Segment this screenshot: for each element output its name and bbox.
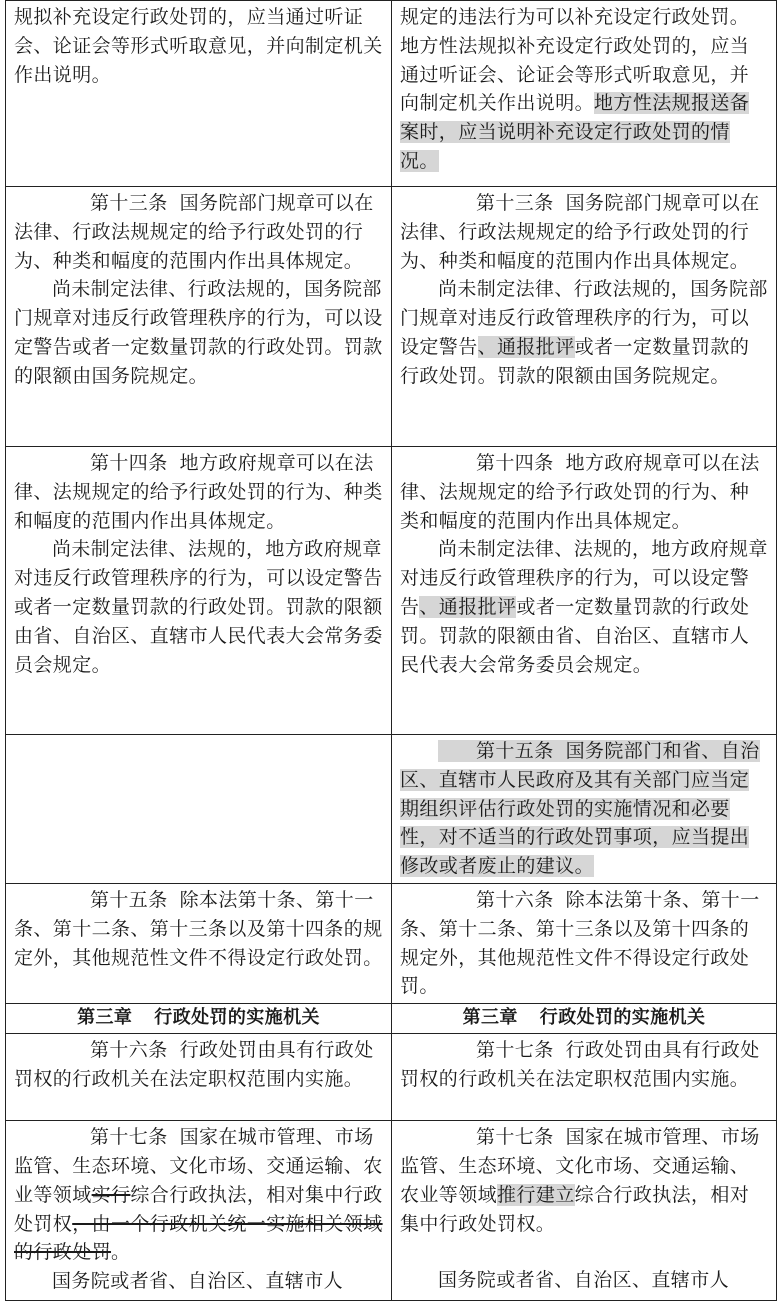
old-text-cell-empty — [6, 735, 392, 884]
paragraph — [14, 189, 383, 275]
added-text-highlight: 地方性法规报送备案时，应当说明补充设定行政处罚的情况。 — [400, 92, 750, 172]
table-row — [6, 1121, 777, 1301]
text: 地方政府规章可以在法律、法规规定的给予行政处罚的行为、种类和幅度的范围内作出具体规定。 — [14, 452, 383, 532]
paragraph — [400, 886, 768, 1001]
text: 综合行政执法，相对集中行政处罚权 — [14, 1183, 383, 1235]
table-row — [6, 447, 777, 735]
added-text-highlight: 、通报批评 — [477, 335, 575, 358]
text: 国家在城市管理、市场监管、生态环境、文化市场、交通运输、农业等领域 — [14, 1126, 383, 1206]
added-text-highlight: 、通报批评 — [419, 595, 517, 618]
text: 除本法第十条、第十一条、第十二条、第十三条以及第十四条的规定外，其他规范性文件不得设定行政处罚。 — [400, 888, 760, 998]
text: 尚未制定法律、行政法规的，国务院部门规章对违反行政管理秩序的行为，可以设定警告 — [400, 278, 768, 358]
article-number: 第十三条 — [90, 192, 168, 214]
paragraph: 规拟补充设定行政处罚的，应当通过听证会、论证会等形式听取意见，并向制定机关作出说明。 — [14, 6, 383, 86]
text: 除本法第十条、第十一条、第十二条、第十三条以及第十四条的规定外，其他规范性文件不得设定行政处罚。 — [14, 888, 383, 969]
paragraph: 国务院或者省、自治区、直辖市人 — [438, 1269, 730, 1292]
paragraph — [14, 1123, 383, 1267]
paragraph — [400, 275, 768, 390]
old-text-cell — [6, 187, 392, 447]
article-number: 第十四条 — [90, 452, 168, 474]
new-text-cell — [392, 1034, 777, 1121]
text: 或者一定数量罚款的行政处罚。罚款的限额由省、自治区、直辖市人民代表大会常务委员会规定。 — [400, 595, 750, 676]
deleted-text: 实行 — [91, 1183, 131, 1206]
added-text-highlight: 推行建立 — [497, 1183, 575, 1206]
paragraph — [400, 1036, 768, 1094]
article-number: 第十四条 — [476, 452, 554, 474]
text: 行政处罚由具有行政处罚权的行政机关在法定职权范围内实施。 — [14, 1039, 374, 1090]
chapter-heading — [392, 1004, 777, 1034]
new-text-cell — [392, 1121, 777, 1301]
table-row — [6, 1034, 777, 1121]
text: 国务院部门和省、自治区、直辖市人民政府及其有关部门应当定期组织评估行政处罚的实施情况和必要性，对不适当的行政处罚事项，应当提出修改或者废止的建议。 — [400, 740, 760, 878]
article-number: 第十七条 — [476, 1039, 554, 1062]
chapter-title: 行政处罚的实施机关 — [154, 1007, 320, 1029]
new-text-cell — [392, 735, 777, 884]
text: 行政处罚由具有行政处罚权的行政机关在法定职权范围内实施。 — [400, 1039, 760, 1090]
article-number: 第十六条 — [476, 888, 554, 911]
table-row — [6, 1, 777, 187]
text: 。 — [111, 1241, 131, 1264]
text: 规定的违法行为可以补充设定行政处罚。地方性法规拟补充设定行政处罚的，应当通过听证会、论证会等形式听取意见，并向制定机关作出说明。 — [400, 6, 750, 115]
new-text-cell — [392, 883, 777, 1003]
new-text-cell — [392, 447, 777, 735]
chapter-heading — [6, 1004, 392, 1034]
article-number: 第十七条 — [476, 1126, 554, 1149]
text: 国家在城市管理、市场监管、生态环境、文化市场、交通运输、农业等领域 — [400, 1126, 760, 1206]
table-row — [6, 883, 777, 1003]
comparison-table — [5, 0, 777, 1301]
paragraph — [14, 886, 383, 972]
chapter-title: 行政处罚的实施机关 — [539, 1007, 706, 1029]
old-text-cell — [6, 1, 392, 187]
old-text-cell — [6, 1121, 392, 1301]
paragraph — [400, 449, 768, 535]
old-text-cell — [6, 883, 392, 1003]
article-number: 第十六条 — [90, 1039, 168, 1062]
article-number: 第十五条 — [476, 740, 554, 762]
article-number: 第十七条 — [90, 1126, 168, 1149]
text: 地方政府规章可以在法律、法规规定的给予行政处罚的行为、种类和幅度的范围内作出具体规定。 — [400, 452, 760, 532]
deleted-text: ，由一个行政机关统一实施相关领域的行政处罚 — [14, 1212, 383, 1264]
paragraph — [400, 3, 768, 176]
paragraph: 尚未制定法律、行政法规的，国务院部门规章对违反行政管理秩序的行为，可以设定警告或者一定数量罚款的行政处罚。罚款的限额由国务院规定。 — [14, 278, 383, 387]
text: 国务院部门规章可以在法律、行政法规规定的给予行政处罚的行为、种类和幅度的范围内作出具体规定。 — [14, 192, 374, 272]
added-text-highlight — [400, 740, 760, 877]
old-text-cell — [6, 1034, 392, 1121]
paragraph — [400, 1123, 768, 1238]
new-text-cell — [392, 187, 777, 447]
text: 或者一定数量罚款的行政处罚。罚款的限额由国务院规定。 — [400, 335, 750, 387]
paragraph — [400, 189, 768, 275]
paragraph — [400, 535, 768, 679]
paragraph — [14, 449, 383, 535]
new-text-cell — [392, 1, 777, 187]
paragraph — [14, 1036, 383, 1094]
table-row — [6, 187, 777, 447]
table-row — [6, 735, 777, 884]
chapter-row — [6, 1004, 777, 1034]
text: 综合行政执法，相对集中行政处罚权。 — [400, 1183, 750, 1235]
paragraph: 尚未制定法律、法规的，地方政府规章对违反行政管理秩序的行为，可以设定警告或者一定数量罚款的行政处罚。罚款的限额由省、自治区、直辖市人民代表大会常务委员会规定。 — [14, 538, 383, 676]
text: 国务院部门规章可以在法律、行政法规规定的给予行政处罚的行为、种类和幅度的范围内作出具体规定。 — [400, 192, 760, 272]
article-number: 第十三条 — [476, 192, 554, 214]
article-number: 第十五条 — [90, 888, 168, 911]
old-text-cell — [6, 447, 392, 735]
paragraph: 国务院或者省、自治区、直辖市人 — [52, 1270, 344, 1293]
chapter-number: 第三章 — [462, 1007, 518, 1029]
chapter-number: 第三章 — [77, 1007, 133, 1029]
paragraph — [400, 737, 768, 881]
text: 尚未制定法律、法规的，地方政府规章对违反行政管理秩序的行为，可以设定警告 — [400, 538, 768, 618]
